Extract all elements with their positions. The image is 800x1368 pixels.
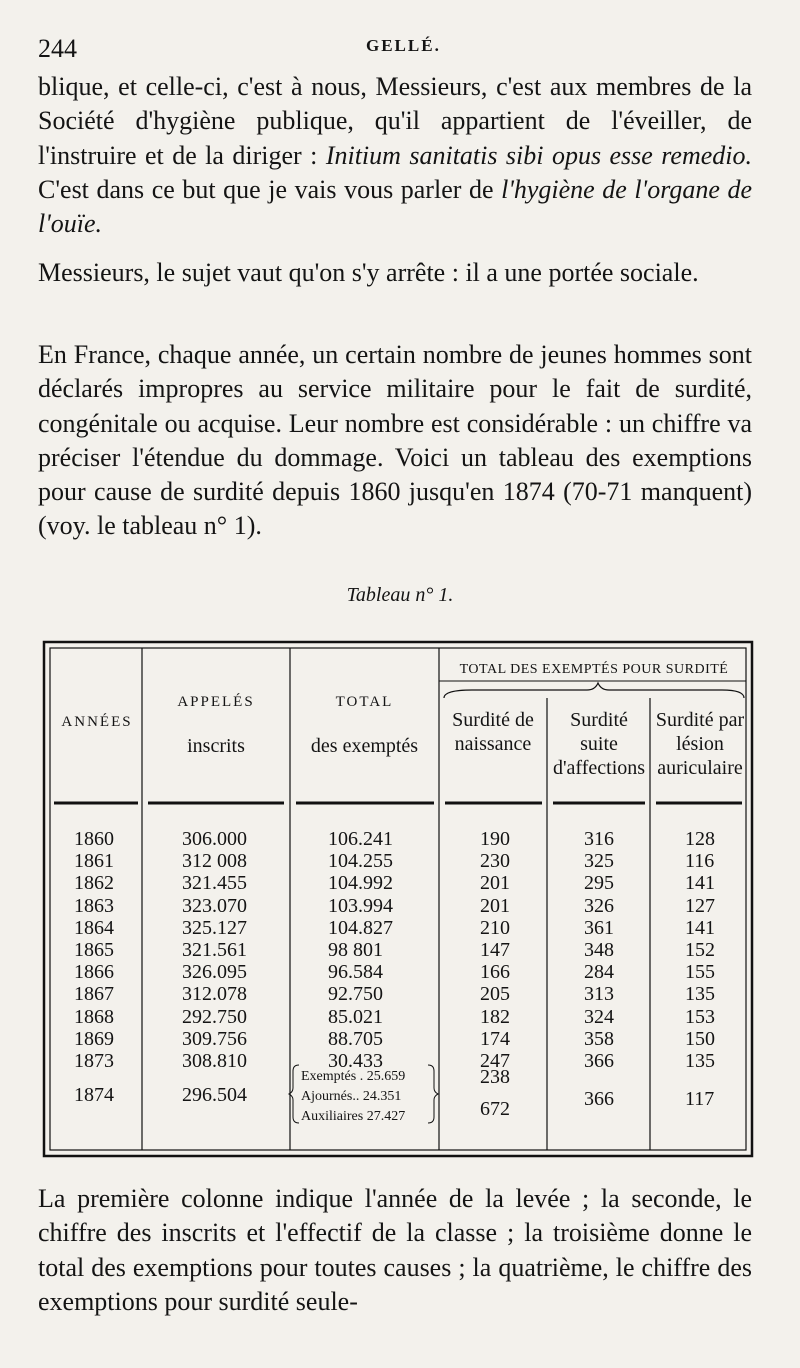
table-cell-lesion: 128 <box>685 828 715 850</box>
table-cell-affections: 358 <box>584 1027 614 1050</box>
table-cell-lesion: 141 <box>685 872 715 895</box>
paragraph-3: En France, chaque année, un certain nombre de jeunes hommes sont déclarés impropres au service militaire pour le fait de surdité, congénitale ou acquise. Leur nombre est considérable : un chiffre va préciser l'étendue du dommage. Voici un tableau des exemptions pour cause de surdité depuis 1860 jusqu'en 1874 (70-71 manquent) (voy. le tableau n° 1). <box>38 340 752 541</box>
table-cell-inscrits: 309.756 <box>182 1027 247 1050</box>
table-cell-totals: 85.021 <box>328 1005 383 1028</box>
table-cell-affections: 361 <box>584 916 614 939</box>
table-cell-totals: 104.255 <box>328 850 393 873</box>
table-cell-naissance: 174 <box>480 1027 510 1050</box>
table-cell-lesion: 152 <box>685 939 715 962</box>
header-des-exemptes: des exemptés <box>310 735 419 757</box>
paragraph-2: Messieurs, le sujet vaut qu'on s'y arrête : il a une portée sociale. <box>38 258 699 287</box>
table-caption: Tableau n° 1. <box>346 584 454 606</box>
column-annees <box>74 828 114 1072</box>
table-cell-totals: 30.433 <box>328 1050 383 1073</box>
table-cell-years: 1873 <box>74 1050 114 1073</box>
table-cell-naissance: 147 <box>480 939 510 962</box>
table-cell-inscrits: 326.095 <box>182 961 247 984</box>
running-title: GELLÉ. <box>366 36 441 55</box>
table-cell-lesion: 141 <box>685 916 715 939</box>
paragraph-1-text-b: C'est dans ce but que je vais vous parler de <box>38 174 502 204</box>
last-row-exemptes: Exemptés . 25.659 <box>301 1069 406 1084</box>
table-cell-inscrits: 321.561 <box>182 939 247 962</box>
table-cell-affections: 326 <box>584 894 614 917</box>
table-cell-totals: 92.750 <box>328 983 383 1006</box>
column-surdite-affections <box>584 828 614 1072</box>
table-cell-affections: 324 <box>584 1005 614 1028</box>
table-cell-affections: 284 <box>584 961 614 984</box>
table-cell-naissance: 182 <box>480 1005 510 1028</box>
table-cell-totals: 88.705 <box>328 1027 383 1050</box>
table-cell-inscrits: 321.455 <box>182 872 247 895</box>
table-cell-inscrits: 306.000 <box>182 828 247 850</box>
last-row-ajournes: Ajournés.. 24.351 <box>301 1089 402 1104</box>
table-cell-lesion: 135 <box>685 1050 715 1073</box>
table-cell-years: 1861 <box>74 850 114 873</box>
latin-quote: Initium sanitatis sibi opus esse remedio. <box>325 140 752 170</box>
lecture-title: l'hygiène de l'organe de l'ouïe. <box>38 174 753 239</box>
header-appeles: APPELÉS <box>177 694 255 710</box>
column-total-exemptes <box>328 828 393 1072</box>
table-cell-lesion: 150 <box>685 1027 715 1050</box>
table-cell-lesion: 155 <box>685 961 715 984</box>
table-cell-affections: 295 <box>584 872 614 895</box>
table-cell-naissance: 166 <box>480 961 510 984</box>
table-cell-years: 1867 <box>74 983 114 1006</box>
table-cell-inscrits: 325.127 <box>182 916 247 939</box>
table-cell-naissance: 247 <box>480 1050 510 1073</box>
table-cell-totals: 104.827 <box>328 916 393 939</box>
table-cell-naissance: 201 <box>480 872 510 895</box>
table-cell-years: 1862 <box>74 872 114 895</box>
last-row-lesion: 117 <box>685 1088 715 1110</box>
paragraph-4: La première colonne indique l'année de la levée ; la seconde, le chiffre des inscrits et l'effectif de la classe ; la troisième donne le total des exemptions pour toutes causes ; la quatrième, le chiffre des exemptions pour surdité seule- <box>38 1184 752 1316</box>
table-cell-years: 1868 <box>74 1005 114 1028</box>
paragraph-1-text: blique, et celle-ci, c'est à nous, Messieurs, c'est aux membres de la Société d'hygiène publique, qu'il appartient de l'éveiller, de l'instruire et de la diriger : <box>38 72 752 170</box>
column-inscrits <box>182 828 247 1072</box>
last-row-auxiliaires: Auxiliaires 27.427 <box>301 1109 406 1124</box>
table-cell-years: 1869 <box>74 1027 114 1050</box>
page-number: 244 <box>38 34 77 63</box>
table-cell-affections: 316 <box>584 828 614 850</box>
header-annees: ANNÉES <box>61 714 133 730</box>
paragraph-1 <box>38 70 752 241</box>
table-cell-lesion: 135 <box>685 983 715 1006</box>
header-total: TOTAL <box>335 694 394 710</box>
header-inscrits: inscrits <box>187 735 245 757</box>
table-cell-inscrits: 312 008 <box>182 850 247 873</box>
table-cell-naissance: 190 <box>480 828 510 850</box>
column-surdite-lesion <box>685 828 715 1072</box>
header-surdite-naissance: Surdité de naissance <box>452 709 534 755</box>
table-cell-naissance: 230 <box>480 850 510 873</box>
table-cell-naissance: 205 <box>480 983 510 1006</box>
last-row-inscrits: 296.504 <box>182 1084 247 1106</box>
header-surdite-lesion: Surdité par lésion auriculaire <box>655 709 745 779</box>
table-cell-affections: 325 <box>584 850 614 873</box>
table-cell-inscrits: 323.070 <box>182 894 247 917</box>
table-cell-totals: 104.992 <box>328 872 393 895</box>
table-cell-totals: 96.584 <box>328 961 383 984</box>
header-group-surdite: TOTAL DES EXEMPTÉS POUR SURDITÉ <box>459 662 729 677</box>
page-header <box>38 30 758 70</box>
last-row-year: 1874 <box>74 1084 114 1106</box>
table-cell-lesion: 127 <box>685 894 715 917</box>
table-cell-totals: 106.241 <box>328 828 393 850</box>
header-surdite-affections: Surdité suite d'affections <box>552 709 646 779</box>
table-cell-years: 1860 <box>74 828 114 850</box>
table-cell-inscrits: 308.810 <box>182 1050 247 1073</box>
table-cell-affections: 366 <box>584 1050 614 1073</box>
last-row-naissance-a: 238 <box>480 1066 510 1088</box>
table-cell-affections: 313 <box>584 983 614 1006</box>
table-cell-years: 1864 <box>74 916 114 939</box>
table-cell-naissance: 210 <box>480 916 510 939</box>
table-cell-lesion: 153 <box>685 1005 715 1028</box>
table-cell-inscrits: 312.078 <box>182 983 247 1006</box>
table-cell-naissance: 201 <box>480 894 510 917</box>
table-cell-years: 1863 <box>74 894 114 917</box>
column-surdite-naissance <box>480 828 510 1072</box>
table-cell-years: 1866 <box>74 961 114 984</box>
table-cell-lesion: 116 <box>685 850 715 873</box>
last-row-naissance-b: 672 <box>480 1098 510 1120</box>
last-row-affections: 366 <box>584 1088 614 1110</box>
table-cell-totals: 98 801 <box>328 939 383 962</box>
table-cell-years: 1865 <box>74 939 114 962</box>
table-cell-affections: 348 <box>584 939 614 962</box>
table-cell-totals: 103.994 <box>328 894 393 917</box>
table-cell-inscrits: 292.750 <box>182 1005 247 1028</box>
exemptions-table <box>42 640 754 1160</box>
